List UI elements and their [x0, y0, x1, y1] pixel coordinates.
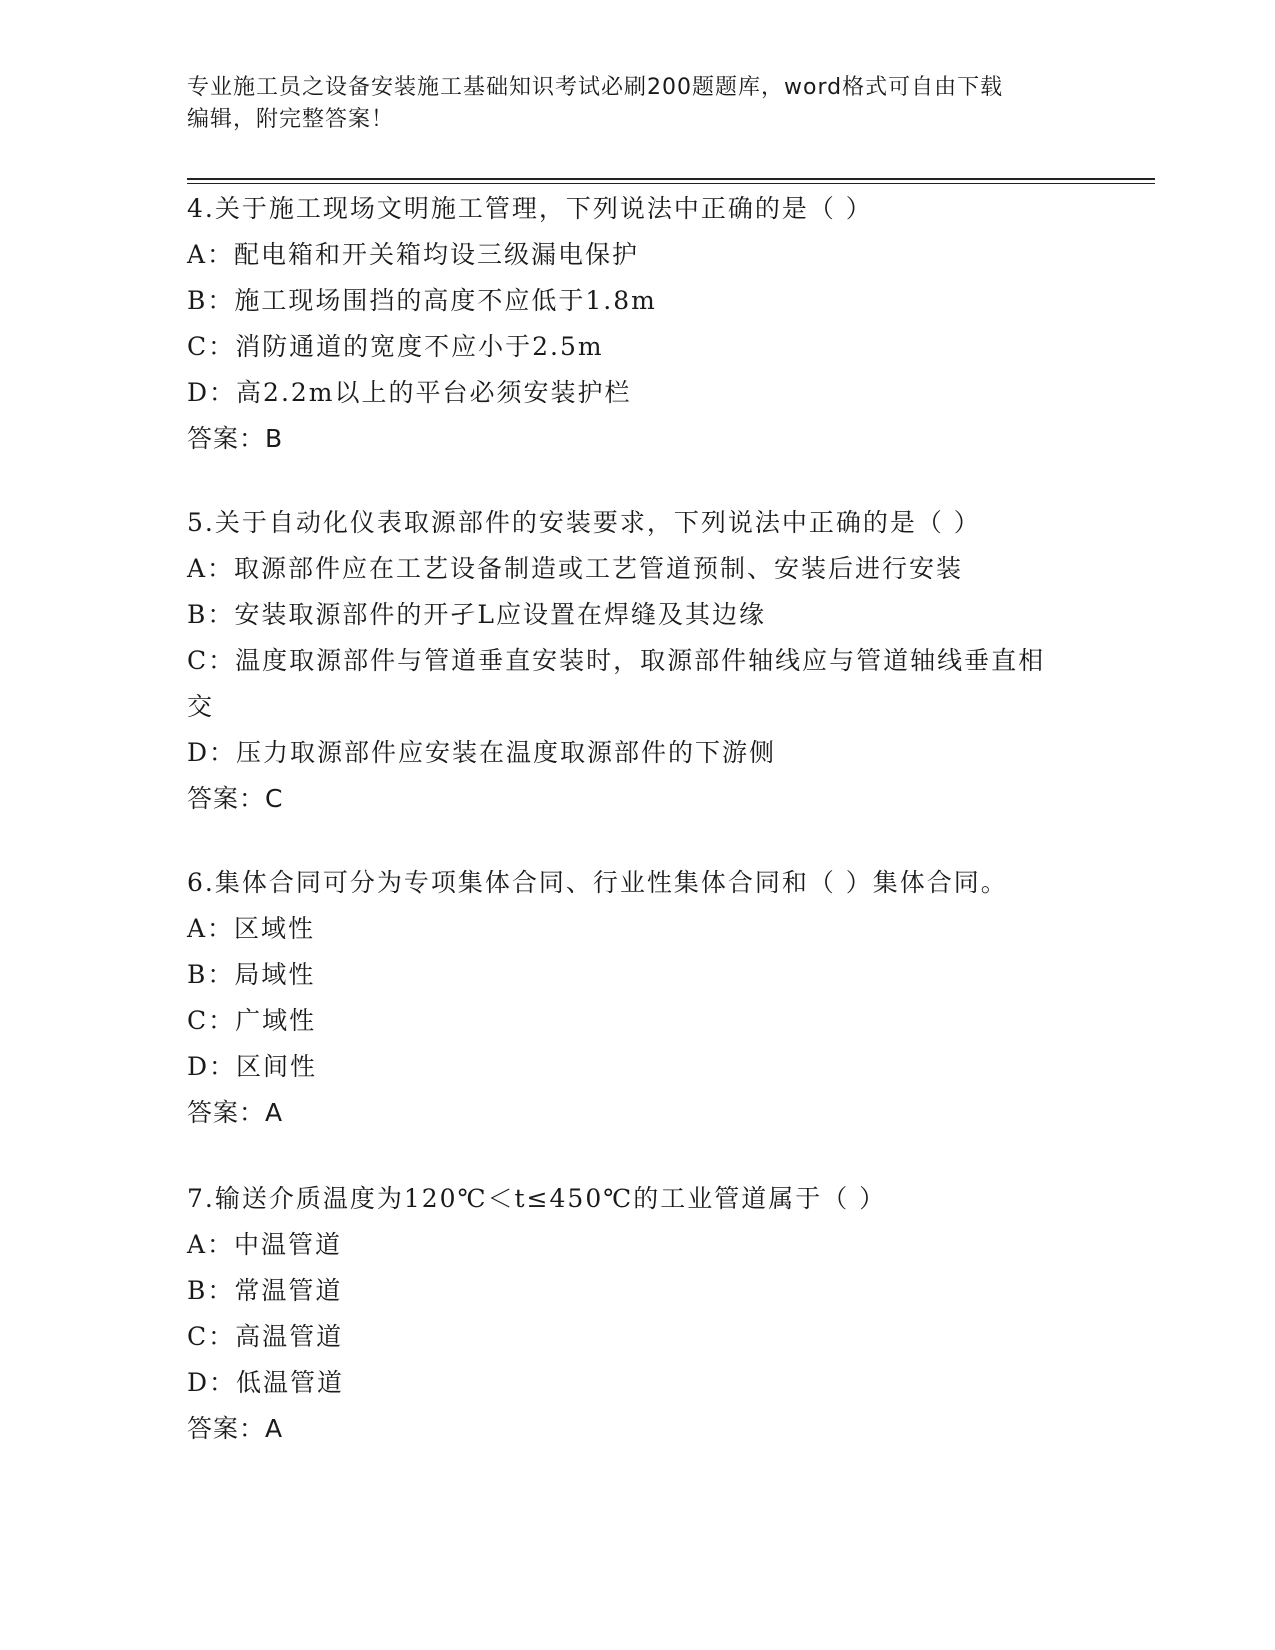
question-stem: 5.关于自动化仪表取源部件的安装要求，下列说法中正确的是（ ） — [187, 508, 981, 537]
header-line-1: 专业施工员之设备安装施工基础知识考试必刷200题题库，word格式可自由下载 — [187, 75, 1004, 100]
option-c: C：消防通道的宽度不应小于2.5m — [187, 332, 604, 361]
option-d: D：压力取源部件应安装在温度取源部件的下游侧 — [187, 738, 777, 767]
header-divider-thick — [187, 178, 1155, 180]
question-block — [187, 1176, 1087, 1452]
option-c: C：温度取源部件与管道垂直安装时，取源部件轴线应与管道轴线垂直相交 — [187, 646, 1046, 721]
option-b: B：常温管道 — [187, 1276, 343, 1305]
option-d: D：区间性 — [187, 1052, 318, 1081]
question-block — [187, 186, 1087, 462]
question-stem: 6.集体合同可分为专项集体合同、行业性集体合同和（ ）集体合同。 — [187, 868, 1008, 897]
answer-line: 答案：A — [187, 1414, 284, 1443]
answer-line: 答案：B — [187, 424, 284, 453]
answer-line: 答案：A — [187, 1098, 284, 1127]
option-d: D：高2.2m以上的平台必须安装护栏 — [187, 378, 632, 407]
option-b: B：安装取源部件的开孑L应设置在焊缝及其边缘 — [187, 600, 766, 629]
header-divider-thin — [187, 183, 1155, 184]
option-a: A：取源部件应在工艺设备制造或工艺管道预制、安装后进行安装 — [187, 554, 964, 583]
option-d: D：低温管道 — [187, 1368, 345, 1397]
option-c: C：高温管道 — [187, 1322, 344, 1351]
question-stem: 7.输送介质温度为120℃＜t≤450℃的工业管道属于（ ） — [187, 1184, 887, 1213]
option-a: A：区域性 — [187, 914, 316, 943]
option-a: A：中温管道 — [187, 1230, 343, 1259]
header-line-2: 编辑，附完整答案！ — [187, 107, 395, 132]
option-b: B：局域性 — [187, 960, 316, 989]
document-header — [187, 72, 1087, 136]
option-c: C：广域性 — [187, 1006, 317, 1035]
option-b: B：施工现场围挡的高度不应低于1.8m — [187, 286, 657, 315]
question-block — [187, 500, 1087, 822]
answer-line: 答案：C — [187, 784, 284, 813]
question-block — [187, 860, 1087, 1136]
question-stem: 4.关于施工现场文明施工管理，下列说法中正确的是（ ） — [187, 194, 873, 223]
option-a: A：配电箱和开关箱均设三级漏电保护 — [187, 240, 640, 269]
